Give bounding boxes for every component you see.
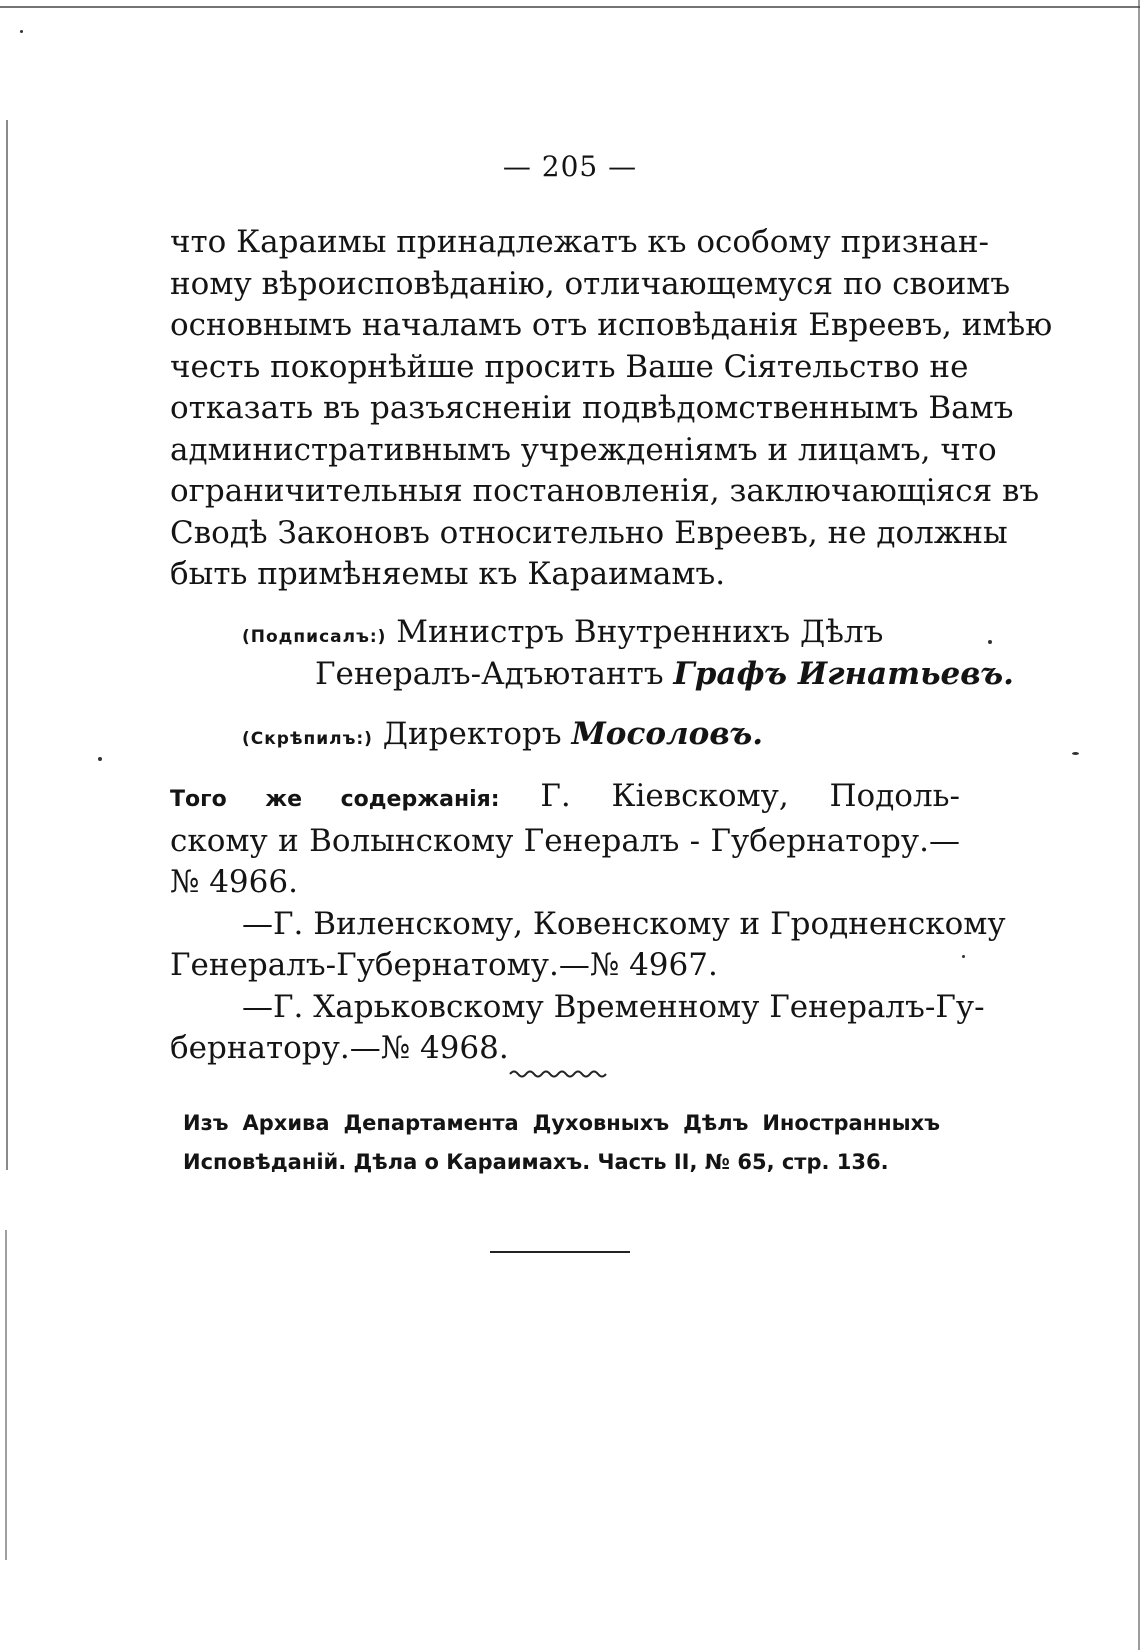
same-content-entry: Г. Кіевскому, Подоль-: [540, 778, 960, 814]
text-line: быть примѣняемы къ Караимамъ.: [170, 556, 726, 592]
same-content-block: [170, 776, 1006, 1070]
countersigned-label: (Скрѣпилъ:): [242, 729, 373, 749]
scan-speck: [1072, 752, 1079, 755]
text-line: отказать въ разъясненіи подвѣдомственнымъ Вамъ: [170, 390, 1014, 426]
signature-rank: [315, 656, 1014, 692]
text-line: Сводѣ Законовъ относительно Евреевъ, не должны: [170, 514, 1008, 551]
scan-edge-left: [6, 120, 8, 1170]
same-content-line: № 4966.: [170, 864, 298, 900]
same-content-line: бернатору.—№ 4968.: [170, 1030, 509, 1066]
text-line: ному вѣроисповѣданію, отличающемуся по своимъ: [170, 265, 1011, 302]
scan-edge-left-lower: [5, 1230, 7, 1560]
archive-note: [183, 1104, 940, 1182]
scan-speck: [988, 640, 992, 644]
signed-rank: Генералъ-Адъютантъ: [315, 656, 664, 692]
main-paragraph: [170, 222, 1053, 596]
page-number: — 205 —: [502, 150, 638, 183]
same-content-line: Генералъ-Губернатому.—№ 4967.: [170, 947, 718, 983]
signature-minister: [242, 614, 883, 650]
scan-edge-top: [0, 6, 1140, 8]
text-line: административнымъ учрежденіямъ и лицамъ, что: [170, 431, 997, 468]
text-line: что Караимы принадлежатъ къ особому признан-: [170, 224, 989, 260]
signature-director: [242, 716, 763, 752]
scan-speck: [20, 30, 23, 33]
archive-line: Изъ Архива Департамента Духовныхъ Дѣлъ Иностранныхъ: [183, 1111, 940, 1135]
scan-speck: [98, 757, 102, 761]
signed-label: (Подписалъ:): [242, 627, 387, 647]
text-line: ограничительныя постановленія, заключающіяся въ: [170, 473, 1040, 509]
scan-speck: [962, 955, 965, 958]
countersigned-title: Директоръ: [382, 716, 562, 752]
end-rule: [490, 1251, 630, 1253]
same-content-line: —Г. Виленскому, Ковенскому и Гродненскому: [242, 905, 1006, 942]
same-content-line: —Г. Харьковскому Временному Генералъ-Гу-: [242, 988, 985, 1025]
wavy-divider: [508, 1068, 612, 1080]
archive-line: Исповѣданій. Дѣла о Караимахъ. Часть II, № 65, стр. 136.: [183, 1150, 889, 1174]
signed-title: Министръ Внутреннихъ Дѣлъ: [396, 614, 884, 650]
text-line: честь покорнѣйше просить Ваше Сіятельство не: [170, 348, 969, 385]
same-content-line: [170, 776, 960, 821]
same-content-label: Того же содержанія:: [170, 787, 500, 812]
same-content-line: скому и Волынскому Генералъ - Губернатору.—: [170, 822, 960, 859]
countersigned-name: Мосоловъ.: [571, 716, 764, 752]
signed-name: Графъ Игнатьевъ.: [673, 656, 1014, 692]
text-line: основнымъ началамъ отъ исповѣданія Евреевъ, имѣю: [170, 307, 1053, 343]
